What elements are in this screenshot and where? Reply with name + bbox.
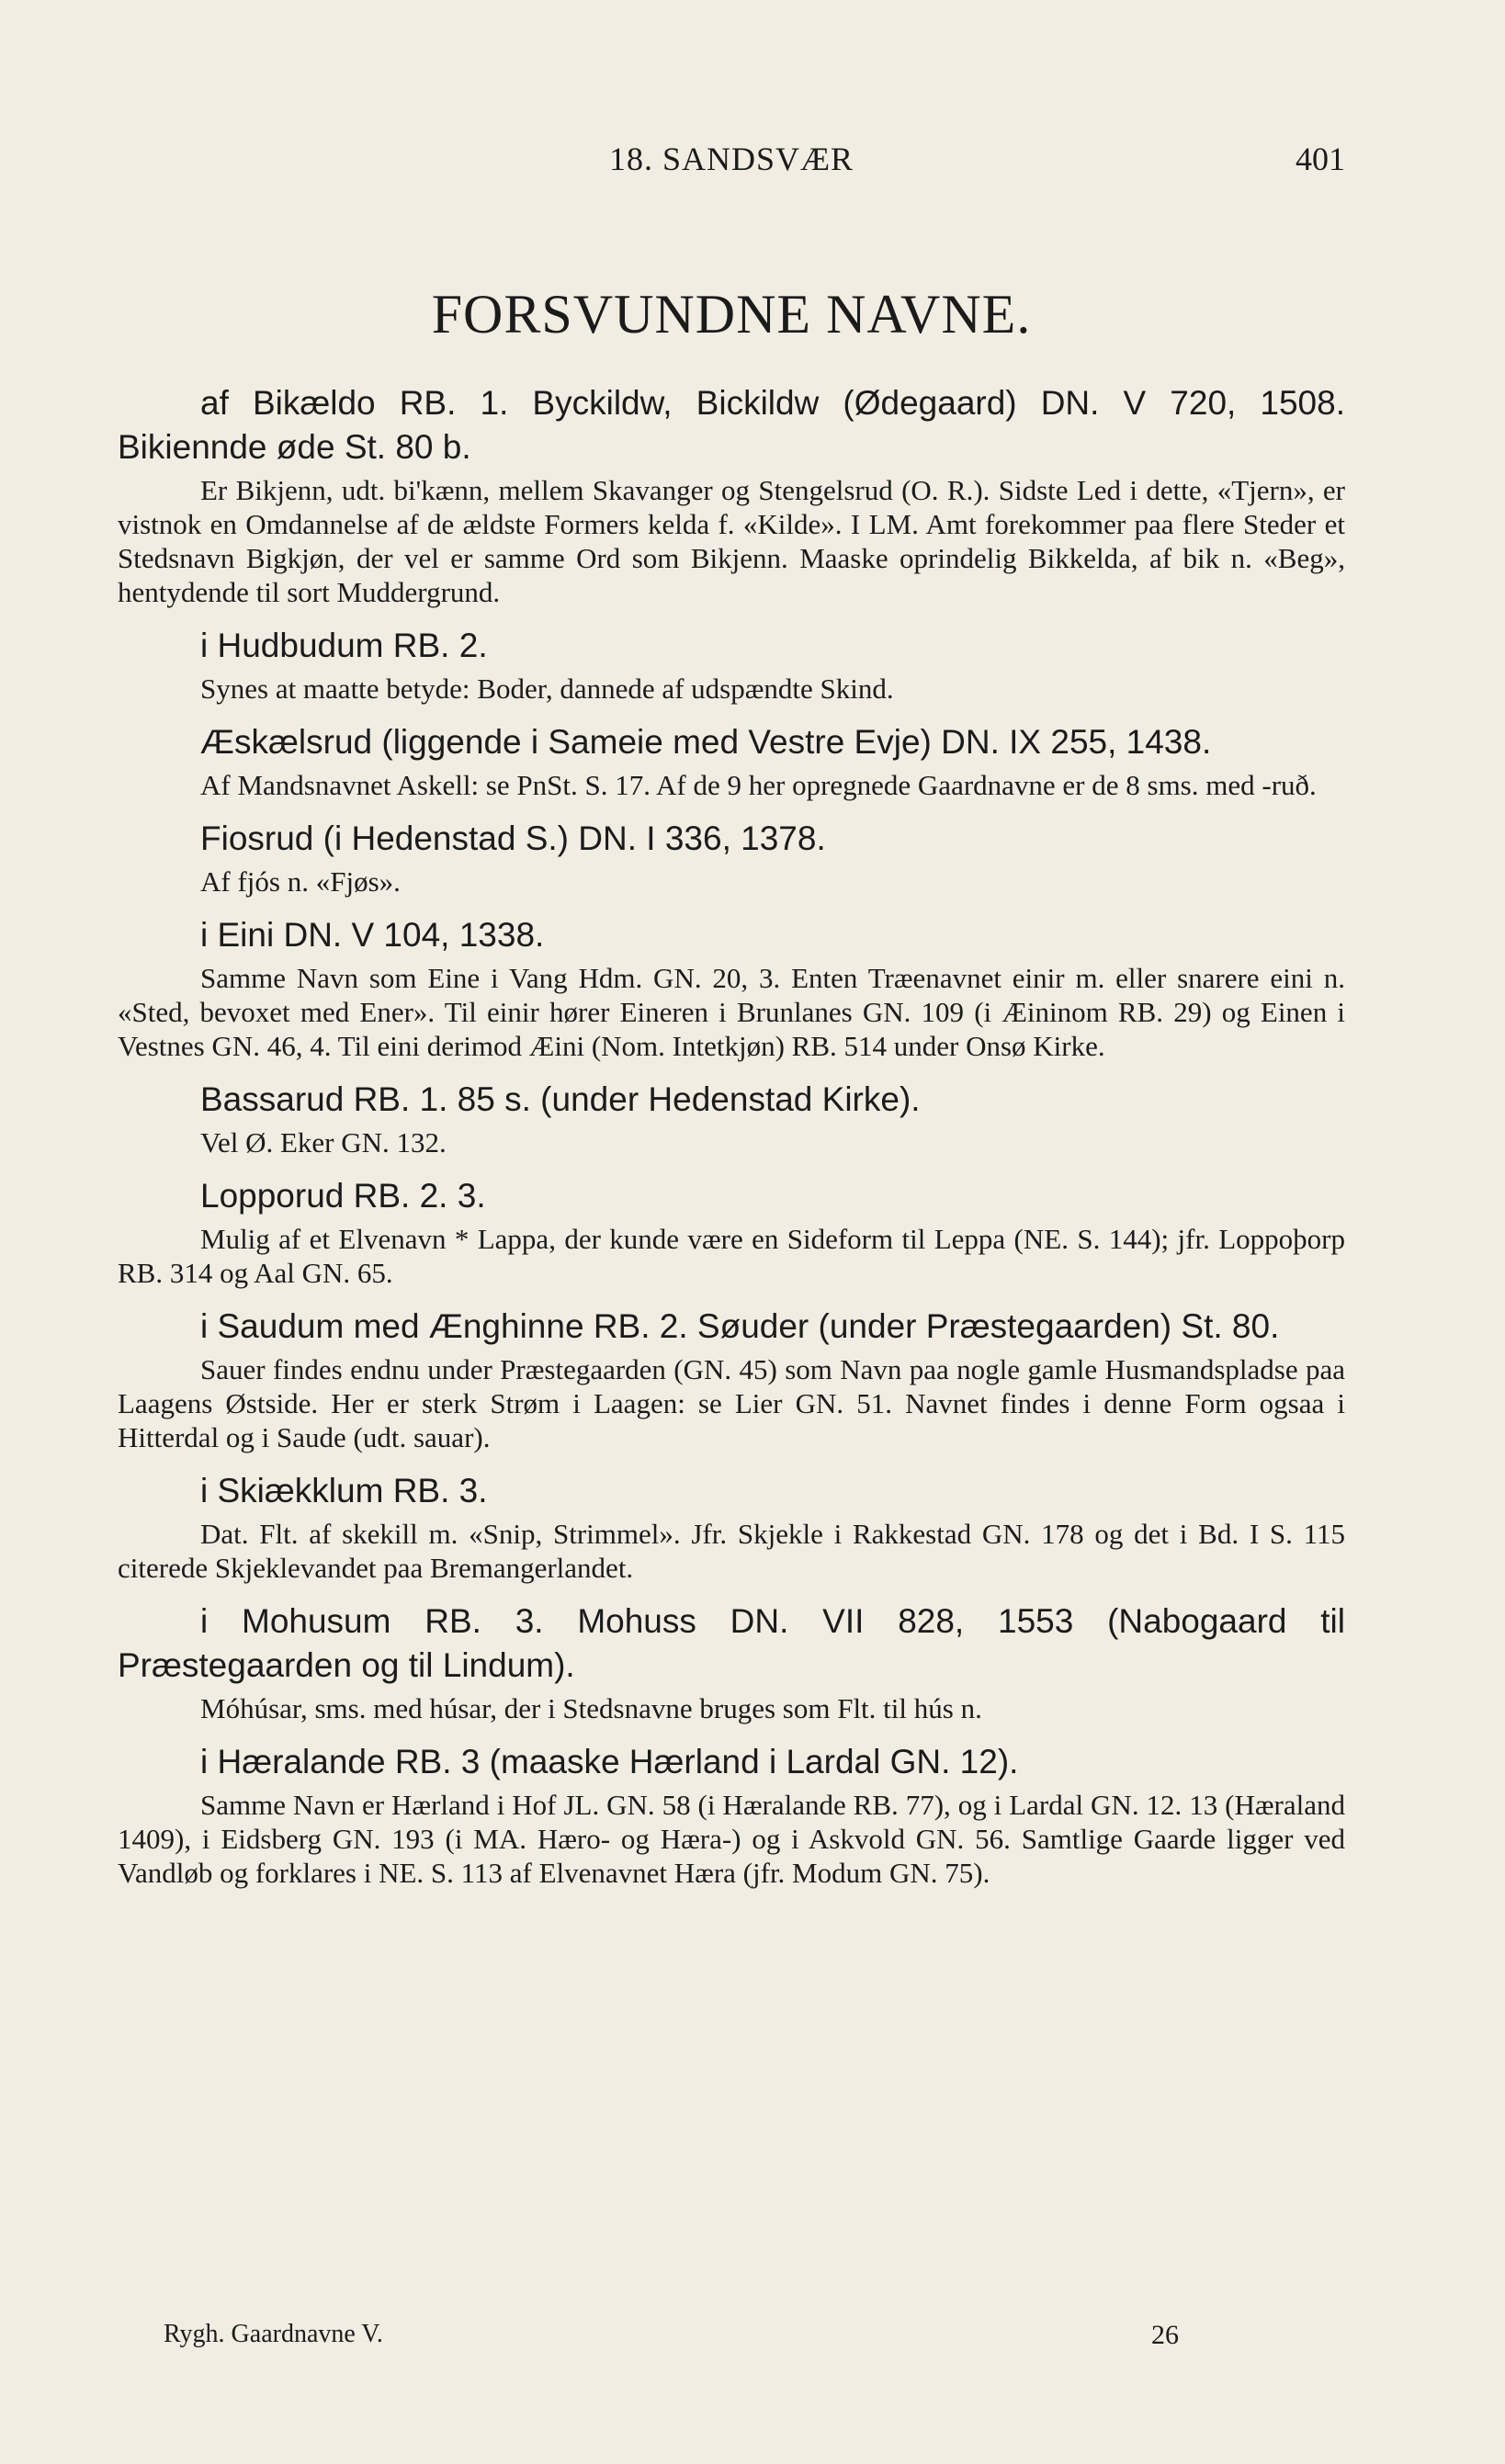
entry-lead: Lopporud RB. 2. 3.	[200, 1177, 486, 1215]
entry-lead: af Bikældo RB. 1. Byckildw, Bickildw (Ødegaard) DN. V 720, 1508. Bikiennde øde St. 80 b.	[118, 384, 1345, 466]
entry	[118, 720, 1345, 802]
entry-lead: i Hudbudum RB. 2.	[200, 627, 488, 664]
entry-note: Dat. Flt. af skekill m. «Snip, Strimmel». Jfr. Skjekle i Rakkestad GN. 178 og det i Bd. I S. 115 citerede Skjeklevandet paa Bremangerlandet.	[118, 1518, 1345, 1584]
entry-note: Samme Navn er Hærland i Hof JL. GN. 58 (i Hæralande RB. 77), og i Lardal GN. 12. 13 (Hæraland 1409), i Eidsberg GN. 193 (i MA. Hæro- og Hæra-) og i Askvold GN. 56. Samtlige Gaarde ligger ved Vandløb og forklares i NE. S. 113 af Elvenavnet Hæra (jfr. Modum GN. 75).	[118, 1789, 1345, 1889]
entry-lead: Fiosrud (i Hedenstad S.) DN. I 336, 1378.	[200, 819, 826, 857]
entry-lead: i Saudum med Ænghinne RB. 2. Søuder (under Præstegaarden) St. 80.	[200, 1307, 1280, 1345]
sheet-number: 26	[1151, 2320, 1179, 2350]
entry-lead: Bassarud RB. 1. 85 s. (under Hedenstad Kirke).	[200, 1080, 921, 1118]
entry	[118, 624, 1345, 706]
entry	[118, 1078, 1345, 1159]
entry-note: Sauer findes endnu under Præstegaarden (GN. 45) som Navn paa nogle gamle Husmandspladse paa Laagens Østside. Her er sterk Strøm i Laagen: se Lier GN. 51. Navnet findes i denne Form ogsaa i Hitterdal og i Saude (udt. sauar).	[118, 1353, 1345, 1453]
entry	[118, 1174, 1345, 1290]
entry-note: Móhúsar, sms. med húsar, der i Stedsnavne bruges som Flt. til hús n.	[200, 1692, 982, 1724]
running-title: 18. SANDSVÆR	[608, 141, 854, 177]
entry	[118, 913, 1345, 1063]
entry-lead: Æskælsrud (liggende i Sameie med Vestre Evje) DN. IX 255, 1438.	[200, 723, 1212, 761]
entry-lead: i Hæralande RB. 3 (maaske Hærland i Lardal GN. 12).	[200, 1743, 1019, 1780]
entry-lead: i Eini DN. V 104, 1338.	[200, 916, 545, 954]
entries-list	[118, 381, 1345, 1905]
entry	[118, 817, 1345, 899]
entry-note: Af fjós n. «Fjøs».	[200, 865, 401, 898]
entry-note: Mulig af et Elvenavn * Lappa, der kunde være en Sideform til Leppa (NE. S. 144); jfr. Loppoþorp RB. 314 og Aal GN. 65.	[118, 1223, 1345, 1289]
entry-note: Synes at maatte betyde: Boder, dannede af udspændte Skind.	[200, 673, 894, 705]
entry	[118, 381, 1345, 609]
entry-lead: i Mohusum RB. 3. Mohuss DN. VII 828, 1553 (Nabogaard til Præstegaarden og til Lindum).	[118, 1602, 1345, 1684]
entry	[118, 1599, 1345, 1725]
footer-signature: Rygh. Gaardnavne V.	[164, 2320, 383, 2348]
running-head	[118, 140, 1345, 195]
entry	[118, 1469, 1345, 1585]
entry-note: Vel Ø. Eker GN. 132.	[200, 1126, 447, 1159]
section-title: FORSVUNDNE NAVNE.	[431, 284, 1032, 345]
entry-note: Af Mandsnavnet Askell: se PnSt. S. 17. Af de 9 her opregnede Gaardnavne er de 8 sms. med -ruð.	[200, 769, 1317, 801]
page-number: 401	[1296, 141, 1345, 177]
entry	[118, 1305, 1345, 1454]
entry	[118, 1740, 1345, 1890]
entry-lead: i Skiækklum RB. 3.	[200, 1472, 488, 1509]
entry-note: Er Bikjenn, udt. bi'kænn, mellem Skavanger og Stengelsrud (O. R.). Sidste Led i dette, «Tjern», er vistnok en Omdannelse af de ældste Formers kelda f. «Kilde». I LM. Amt forekommer paa flere Steder et Stedsnavn Bigkjøn, der vel er samme Ord som Bikjenn. Maaske oprindelig Bikkelda, af bik n. «Beg», hentydende til sort Muddergrund.	[118, 474, 1345, 608]
entry-note: Samme Navn som Eine i Vang Hdm. GN. 20, 3. Enten Træenavnet einir m. eller snarere eini n. «Sted, bevoxet med Ener». Til einir hører Eineren i Brunlanes GN. 109 (i Æininom RB. 29) og Einen i Vestnes GN. 46, 4. Til eini derimod Æini (Nom. Intetkjøn) RB. 514 under Onsø Kirke.	[118, 962, 1345, 1062]
